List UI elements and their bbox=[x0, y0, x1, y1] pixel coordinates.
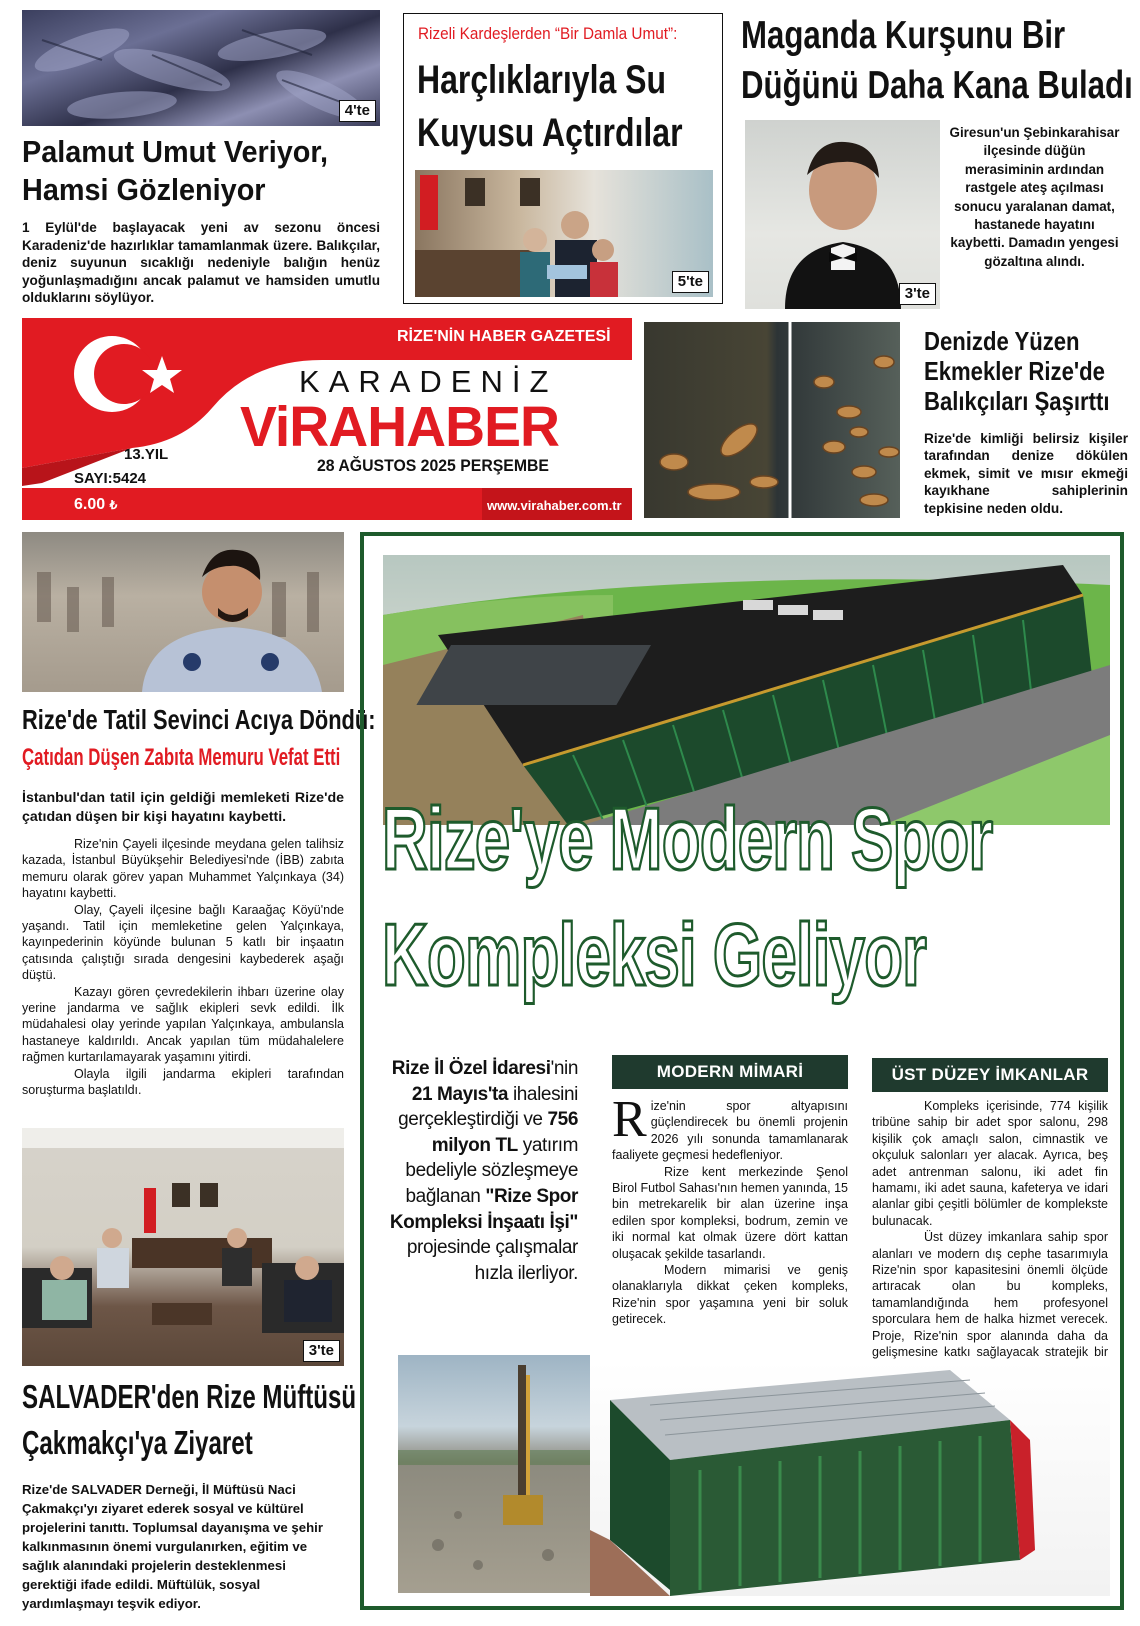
page-ref-tag: 3'te bbox=[303, 1340, 340, 1362]
dropcap: R bbox=[612, 1091, 647, 1148]
intro-text: projesinde çalışmalar hızla ilerliyor. bbox=[406, 1237, 578, 1284]
office-meeting bbox=[22, 1128, 344, 1366]
intro-text: ihalesini gerçekleştirdiği ve bbox=[398, 1083, 578, 1131]
zabita-paragraph: Olay, Çayeli ilçesine bağlı Karaağaç Köyü'nde yaşandı. Tatil için memleketine gelen Yalçınkaya, kayınpederinin köyünde bulunan 5 katlı bir inşaatın çatısında çalıştığı sırada dengesini kaybederek aşağı düştü. bbox=[22, 902, 344, 983]
sports-complex-aerial bbox=[590, 1360, 1110, 1596]
zabita-subheadline: Çatıdan Düşen Zabıta Memuru Vefat Etti bbox=[22, 744, 341, 771]
col2-paragraph: Kompleks içerisinde, 774 kişilik tribüne sahip bir adet spor salonu, 298 kişilik çok amaçlı salon, cimnastik ve okçuluk salonları yer alacak. Ayrıca, beş adet antrenman salonu, iki adet fin hamamı, iki adet sauna, kafeterya ve idari alanlar gibi çeşitli bölümler de komplekste bulunacak. bbox=[872, 1099, 1108, 1228]
fish-photo bbox=[22, 10, 380, 126]
masthead-price bbox=[74, 496, 117, 514]
stadium-render bbox=[383, 555, 1110, 825]
zabita-headline: Rize'de Tatil Sevinci Acıya Döndü: bbox=[22, 704, 376, 735]
brand-logo bbox=[240, 394, 559, 460]
construction-photo bbox=[398, 1355, 590, 1593]
floating-bread bbox=[644, 322, 900, 518]
maganda-headline-1: Maganda Kurşunu Bir bbox=[741, 14, 1066, 57]
intro-bold: "Rize Spor Kompleksi İnşaatı İşi" bbox=[389, 1185, 578, 1233]
intro-text: 'nin bbox=[550, 1058, 578, 1079]
brand-karadeniz: KARADENİZ bbox=[299, 364, 558, 399]
masthead-date: 28 AĞUSTOS 2025 PERŞEMBE bbox=[317, 456, 549, 475]
modern-mimari-header: MODERN MİMARİ bbox=[612, 1055, 848, 1089]
su-kuyusu-headline-2: Kuyusu Açtırdılar bbox=[417, 111, 683, 155]
zabita-portrait bbox=[22, 532, 344, 692]
zabita-paragraph: Kazayı gören çevredekilerin ihbarı üzerine olay yerine jandarma ve sağlık ekipleri sevk edildi. İlk müdahalesi olay yerinde yapılan Yalçınkaya, ambulansla hastaneye kaldırıldı. Ancak yapılan tüm müdahalelere rağmen kurtarılamayarak yaşamını yitirdi. bbox=[22, 984, 344, 1065]
col1-paragraph: Modern mimarisi ve geniş olanaklarıyla dikkat çeken kompleks, Rize'nin spor yaşamına yeni bir soluk getirecek. bbox=[612, 1263, 848, 1327]
masthead-year: 13.YIL bbox=[124, 446, 169, 463]
su-kuyusu-kicker: Rizeli Kardeşlerden “Bir Damla Umut”: bbox=[418, 24, 678, 43]
intro-bold: 756 milyon TL bbox=[431, 1109, 578, 1156]
palamut-summary: 1 Eylül'de başlayacak yeni av sezonu öncesi Karadeniz'de hazırlıklar tamamlanmak üzere. Balıkçılar, deniz suyunun sıcaklığı nedeniyle balığın henüz yoğunlaşmadığını ancak palamut ve hamsiden umutlu olduklarını söylüyor. bbox=[22, 220, 380, 306]
ust-duzey-header: ÜST DÜZEY İMKANLAR bbox=[872, 1058, 1108, 1092]
page-ref-tag: 4'te bbox=[339, 100, 376, 122]
brand-vira: ViRA bbox=[240, 395, 368, 459]
zabita-lead: İstanbul'dan tatil için geldiği memleketi Rize'de çatıdan düşen bir kişi hayatını kaybetti. bbox=[22, 790, 344, 825]
masthead bbox=[22, 318, 632, 520]
bread-headline-1: Denizde Yüzen bbox=[924, 326, 1080, 356]
salvader-photo bbox=[22, 1128, 344, 1366]
sports-complex-building bbox=[383, 555, 1110, 825]
intro-bold: 21 Mayıs'ta bbox=[411, 1083, 509, 1105]
salvader-headline-2: Çakmakçı'ya Ziyaret bbox=[22, 1424, 253, 1461]
groom-portrait bbox=[745, 120, 940, 309]
palamut-headline-2: Hamsi Gözleniyor bbox=[22, 172, 266, 207]
masthead-issue: SAYI:5424 bbox=[74, 470, 146, 487]
masthead-slogan: RİZE'NİN HABER GAZETESİ bbox=[397, 328, 611, 345]
construction-site bbox=[398, 1355, 590, 1593]
brand-haber: HABER bbox=[367, 395, 559, 459]
maganda-summary: Giresun'un Şebinkarahisar ilçesinde düğün merasiminin ardından rastgele ateş açılması sonucu yaralanan damat, hastanede hayatını kaybetti. Damadın yengesi gözaltına alındı. bbox=[949, 125, 1120, 269]
intro-text: yatırım bedeliyle sözleşmeye bağlanan bbox=[405, 1134, 578, 1207]
groom-photo bbox=[745, 120, 940, 309]
page-ref-tag: 5'te bbox=[672, 271, 709, 293]
bread-headline-3: Balıkçıları Şaşırttı bbox=[924, 386, 1110, 416]
su-kuyusu-photo bbox=[415, 170, 713, 297]
price-value: 6.00 bbox=[74, 496, 106, 513]
bread-photo bbox=[644, 322, 900, 518]
col1-first bbox=[612, 1091, 848, 1164]
zabita-paragraph: Olayla ilgili jandarma ekipleri tarafından soruşturma başlatıldı. bbox=[22, 1066, 344, 1098]
zabita-body bbox=[22, 836, 344, 1099]
main-headline-1: Rize'ye Modern Spor bbox=[382, 789, 993, 888]
salvader-headline-1: SALVADER'den Rize Müftüsü bbox=[22, 1378, 357, 1415]
office-scene bbox=[415, 170, 713, 297]
fish-illustration bbox=[22, 10, 380, 126]
main-intro bbox=[378, 1056, 578, 1286]
intro-bold: Rize İl Özel İdaresi bbox=[391, 1058, 551, 1079]
salvader-summary: Rize'de SALVADER Derneği, İl Müftüsü Naci Çakmakçı'yı ziyaret ederek sosyal ve kültürel projelerini tanıttı. Toplumsal dayanışma ve şehir kalkınmasının önemi vurgulanırken, eğitim ve sağlık alanındaki projelerin desteklenmesi gerektiği ifade edildi. Müftülük, sosyal yardımlaşmayı teşvik ediyor. bbox=[22, 1482, 323, 1611]
palamut-headline-1: Palamut Umut Veriyor, bbox=[22, 134, 329, 169]
col1-paragraph: ize'nin spor altyapısını güçlendirecek bu önemli projenin 2026 yılı sonunda tamamlanarak faaliyete geçmesi hedefleniyor. bbox=[612, 1099, 848, 1163]
zabita-photo bbox=[22, 532, 344, 692]
currency-symbol: ₺ bbox=[109, 498, 118, 512]
col1-paragraph: Rize kent merkezinde Şenol Birol Futbol Sahası'nın hemen yanında, 15 bin metrekarelik bir alan üzerine inşa edilen spor kompleksi, bodrum, zemin ve iki normal kat olmak üzere dört kattan oluşacak şekilde tasarlandı. bbox=[612, 1164, 848, 1261]
col2-body bbox=[872, 1098, 1108, 1377]
col2-paragraph: Üst düzey imkanlara sahip spor alanları ve modern dış cephe tasarımıyla Rize'nin spor kapasitesini önemli ölçüde artıracak olan bu kompleks, tamamlandığında hem profesyonel sporculara hem de halka hizmet verecek. Proje, Rize'nin spor alanında daha da gelişmesine katkı sağlayacak stratejik bir bbox=[872, 1230, 1108, 1360]
complex-render-2 bbox=[590, 1360, 1110, 1596]
masthead-website[interactable]: www.virahaber.com.tr bbox=[487, 498, 622, 513]
su-kuyusu-headline-1: Harçlıklarıyla Su bbox=[417, 58, 667, 102]
main-headline-2: Kompleksi Geliyor bbox=[382, 905, 927, 1004]
bread-summary: Rize'de kimliği belirsiz kişiler tarafından denize dökülen ekmek, simit ve mısır ekmeği kayıkhane sahiplerinin tepkisine neden oldu. bbox=[924, 431, 1128, 516]
maganda-headline-2: Düğünü Daha Kana Buladı bbox=[741, 64, 1133, 107]
page-ref-tag: 3'te bbox=[899, 283, 936, 305]
col1-body bbox=[612, 1091, 848, 1328]
bread-headline-2: Ekmekler Rize'de bbox=[924, 356, 1105, 386]
zabita-paragraph: Rize'nin Çayeli ilçesinde meydana gelen talihsiz kazada, İstanbul Büyükşehir Belediyesi'nde (İBB) zabıta memuru olarak görev yapan Muhammet Yalçınkaya (34) hayatını kaybetti. bbox=[22, 837, 344, 901]
